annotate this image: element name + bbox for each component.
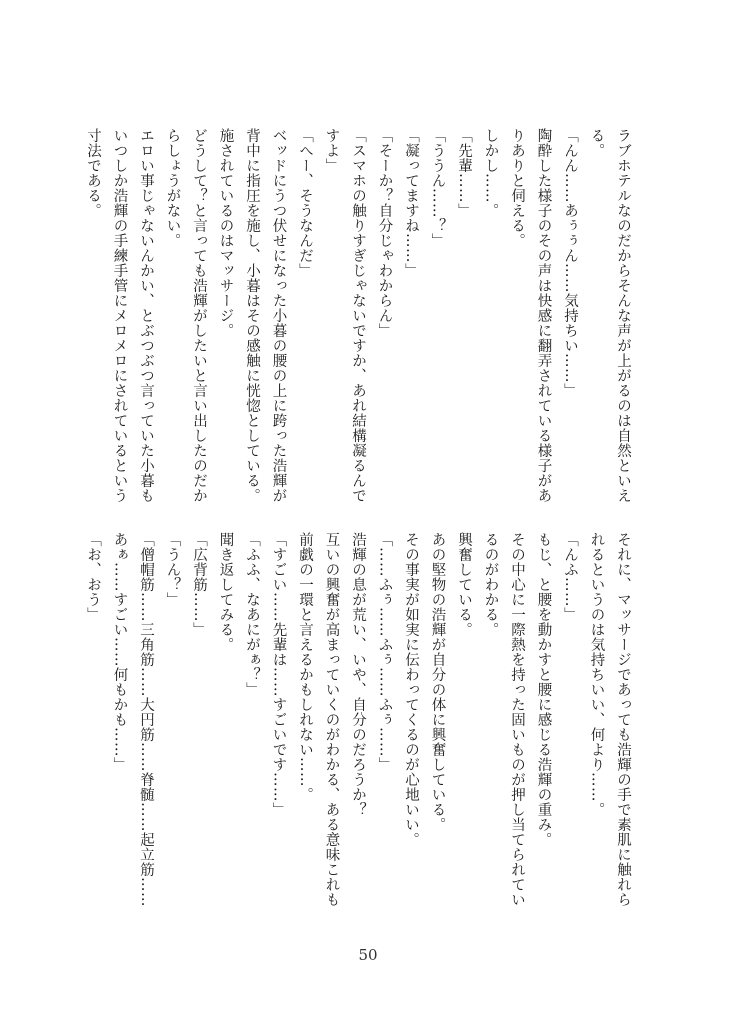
text-line: どうして？と言っても浩輝がしたいと言い出したのだか (191, 128, 207, 503)
text-line: 施されているのはマッサージ。 (217, 128, 234, 338)
text-line: 「ふふ、なあにがぁ？」 (244, 532, 260, 697)
text-line: しかし……。 (482, 128, 499, 218)
text-line: 「ううん……？」 (429, 128, 446, 248)
text-line: 「広背筋……」 (191, 532, 207, 637)
text-line: ベッドにうつ伏せになった小暮の腰の上に跨った浩輝が (270, 128, 287, 503)
upper-text-block (85, 128, 636, 506)
text-line: 「へー、そうなんだ」 (297, 128, 313, 278)
text-line: 浩輝の息が荒い、いや、自分のだろうか？ (350, 532, 366, 817)
text-line: りありと伺える。 (509, 128, 525, 248)
text-line: ラブホテルなのだからそんな声が上がるのは自然といえ (615, 128, 631, 503)
text-line: 背中に指圧を施し、小暮はその感触に恍惚としている。 (244, 128, 260, 503)
text-line: 「うん？」 (164, 532, 181, 607)
text-line: あの堅物の浩輝が自分の体に興奮している。 (429, 532, 446, 832)
text-line: 「お、おう」 (85, 532, 101, 622)
text-line: その事実が如実に伝わってくるのが心地いい。 (403, 532, 419, 847)
text-line: 「先輩……」 (456, 128, 472, 218)
text-line: 陶酔した様子のその声は快感に翻弄されている様子があ (535, 128, 552, 503)
text-line: 「凝ってますね……」 (403, 128, 419, 278)
text-line: あぁ……すごい……何もかも……」 (111, 532, 128, 772)
text-line: 「僧帽筋……三角筋……大円筋……脊髄……起立筋…… (138, 532, 154, 907)
text-line: すよ」 (323, 128, 340, 173)
text-line: 互いの興奮が高まっていくのがわかる、ある意味これも (323, 532, 340, 907)
text-line: その中心に一際熱を持った固いものが押し当てられてい (509, 532, 525, 907)
text-line: 「んふ……」 (562, 532, 578, 622)
page-number: 50 (358, 946, 378, 964)
text-line: 前戯の一環と言えるかもしれない……。 (297, 532, 313, 802)
text-line: 「……ふぅ……ふぅ……ふぅ……」 (376, 532, 393, 772)
text-line: 「すごい……先輩は……すごいです……」 (270, 532, 287, 817)
text-line: 興奮している。 (456, 532, 472, 637)
text-line: 「んん……あぅぅん……気持ちい……」 (562, 128, 578, 398)
text-line: 「そーか？自分じゃわからん」 (376, 128, 393, 338)
text-line: れるというのは気持ちいい、何より……。 (588, 532, 605, 817)
text-line: るのがわかる。 (482, 532, 499, 637)
text-line: エロい事じゃないんかい、とぶつぶつ言っていた小暮も (138, 128, 154, 503)
lower-text-block (85, 532, 636, 910)
text-line: いつしか浩輝の手練手管にメロメロにされているという (111, 128, 128, 503)
text-line: る。 (588, 128, 605, 158)
text-line: それに、マッサージであっても浩輝の手で素肌に触れら (615, 532, 631, 907)
text-line: 聞き返してみる。 (217, 532, 234, 652)
text-line: 「スマホの触りすぎじゃないですか、あれ結構凝るんで (350, 128, 366, 503)
text-line: らしょうがない。 (164, 128, 181, 248)
text-line: もじ、と腰を動かすと腰に感じる浩輝の重み。 (535, 532, 552, 847)
text-line: 寸法である。 (85, 128, 101, 218)
